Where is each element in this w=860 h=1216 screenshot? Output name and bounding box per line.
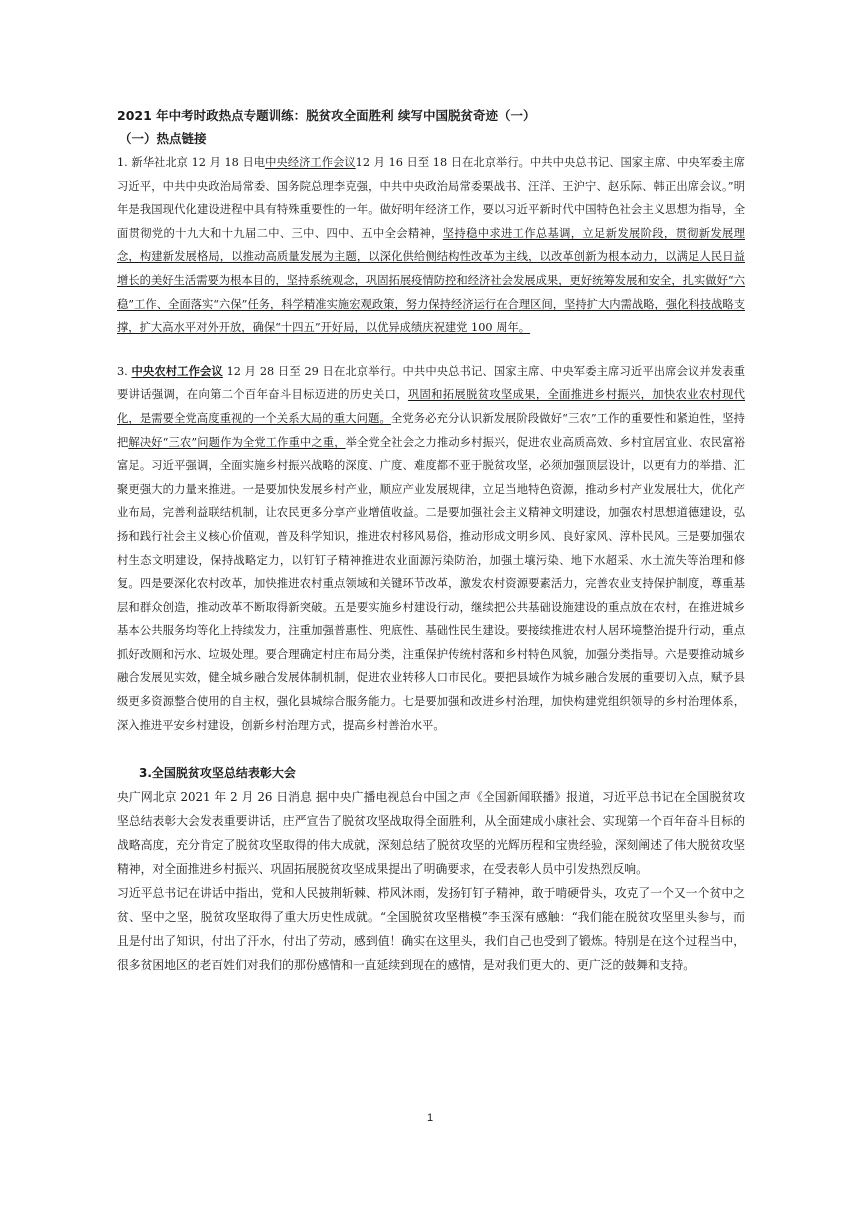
spacer [117,737,745,762]
section-heading: （一）热点链接 [119,131,207,146]
item3-lead: 3. [117,364,132,378]
item1-meeting-name: 中央经济工作会议 [265,156,356,169]
item1-underlined-body: 坚持稳中求进工作总基调，立足新发展阶段，贯彻新发展理念，构建新发展格局，以推动高质量发展为主题，以深化供给侧结构性改革为主线，以改革创新为根本动力，以满足人民日益增长的美好生活需要为根本目的，坚持系统观念，巩固拓展疫情防控和经济社会发展成果，更好统筹发展和安全，扎实做好“六稳”工作、全面落实“六保”任务，科学精准实施宏观政策，努力保持经济运行在合理区间，坚持扩大内需战略，强化科技战略支撑，扩大高水平对外开放，确保“十四五”开好局，以优异成绩庆祝建党 100 周年。 [117,226,745,335]
paragraph-item-1 [117,151,745,340]
item3-underlined-2: 解决好“三农”问题作为全党工作重中之重， [128,435,346,449]
page-content [117,106,745,978]
paragraph-item-3 [117,360,745,738]
sub-heading: 3.全国脱贫攻坚总结表彰大会 [139,766,296,781]
item3-underlined-1: 巩固和拓展脱贫攻坚成果，全面推进乡村振兴，加快农业农村现代化，是需要全党高度重视的一个关系大局的重大问题。 [117,388,745,425]
spacer [117,340,745,360]
item3-body-3: 举全党全社会之力推动乡村振兴，促进农业高质高效、乡村宜居宜业、农民富裕富足。习近平强调，全面实施乡村振兴战略的深度、广度、难度都不亚于脱贫攻坚，必须加强顶层设计，以更有力的举措、汇聚更强大的力量来推进。一是要加快发展乡村产业，顺应产业发展规律，立足当地特色资源，推动乡村产业发展壮大，优化产业布局，完善利益联结机制，让农民更多分享产业增值收益。二是要加强社会主义精神文明建设，加强农村思想道德建设，弘扬和践行社会主义核心价值观，普及科学知识，推进农村移风易俗，推动形成文明乡风、良好家风、淳朴民风。三是要加强农村生态文明建设，保持战略定力，以钉钉子精神推进农业面源污染防治，加强土壤污染、地下水超采、水土流失等治理和修复。四是要深化农村改革，加快推进农村重点领域和关键环节改革，激发农村资源要素活力，完善农业支持保护制度，尊重基层和群众创造，推动改革不断取得新突破。五是要实施乡村建设行动，继续把公共基础设施建设的重点放在农村，在推进城乡基本公共服务均等化上持续发力，注重加强普惠性、兜底性、基础性民生建设。要接续推进农村人居环境整治提升行动，重点抓好改厕和污水、垃圾处理。要合理确定村庄布局分类，注重保护传统村落和乡村特色风貌，加强分类指导。六是要推动城乡融合发展见实效，健全城乡融合发展体制机制，促进农业转移人口市民化。要把县域作为城乡融合发展的重要切入点，赋予县级更多资源整合使用的自主权，强化县城综合服务能力。七是要加强和改进乡村治理，加快构建党组织领导的乡村治理体系，深入推进平安乡村建设，创新乡村治理方式，提高乡村善治水平。 [117,435,745,732]
paragraph-conference-2: 习近平总书记在讲话中指出，党和人民披荆斩棘、栉风沐雨，发扬钉钉子精神，敢于啃硬骨头，攻克了一个又一个贫中之贫、坚中之坚，脱贫攻坚取得了重大历史性成就。“全国脱贫攻坚楷模”李玉深有感触：“我们能在脱贫攻坚里头参与，而且是付出了知识，付出了汗水，付出了劳动，感到值！确实在这里头，我们自己也受到了锻炼。特别是在这个过程当中，很多贫困地区的老百姓们对我们的那份感情和一直延续到现在的感情，是对我们更大的、更广泛的鼓舞和支持。 [117,885,745,972]
document-title: 2021 年中考时政热点专题训练：脱贫攻全面胜利 续写中国脱贫奇迹（一） [117,108,536,123]
page-number: 1 [426,1112,434,1124]
item3-body-2: 全党务必充分认识新发展阶段做好“三农”工作的重要性和紧迫性，坚持把 [117,411,745,449]
item3-body-1: 12 月 28 日至 29 日在北京举行。中共中央总书记、国家主席、中央军委主席习近平出席会议并发表重要讲话强调，在向第二个百年奋斗目标迈进的历史关口， [117,364,745,402]
paragraph-conference-1: 央广网北京 2021 年 2 月 26 日消息 据中央广播电视总台中国之声《全国新闻联播》报道，习近平总书记在全国脱贫攻坚总结表彰大会发表重要讲话，庄严宣告了脱贫攻坚战取得全面胜利，从全面建成小康社会、实现第一个百年奋斗目标的战略高度，充分肯定了脱贫攻坚取得的伟大成就，深刻总结了脱贫攻坚的光辉历程和宝贵经验，深刻阐述了伟大脱贫攻坚精神，对全面推进乡村振兴、巩固拓展脱贫攻坚成果提出了明确要求，在受表彰人员中引发热烈反响。 [117,790,745,876]
item3-meeting-name: 中央农村工作会议 [131,363,223,378]
item1-lead: 1. 新华社北京 12 月 18 日电 [117,156,266,169]
item1-body: 12 月 16 日至 18 日在北京举行。中共中央总书记、国家主席、中央军委主席习近平，中共中央政治局常委、国务院总理李克强，中共中央政治局常委栗战书、汪洋、王沪宁、赵乐际、韩正出席会议。”明年是我国现代化建设进程中具有特殊重要性的一年。做好明年经济工作，要以习近平新时代中国特色社会主义思想为指导，全面贯彻党的十九大和十九届二中、三中、四中、五中全会精神， [117,156,745,240]
